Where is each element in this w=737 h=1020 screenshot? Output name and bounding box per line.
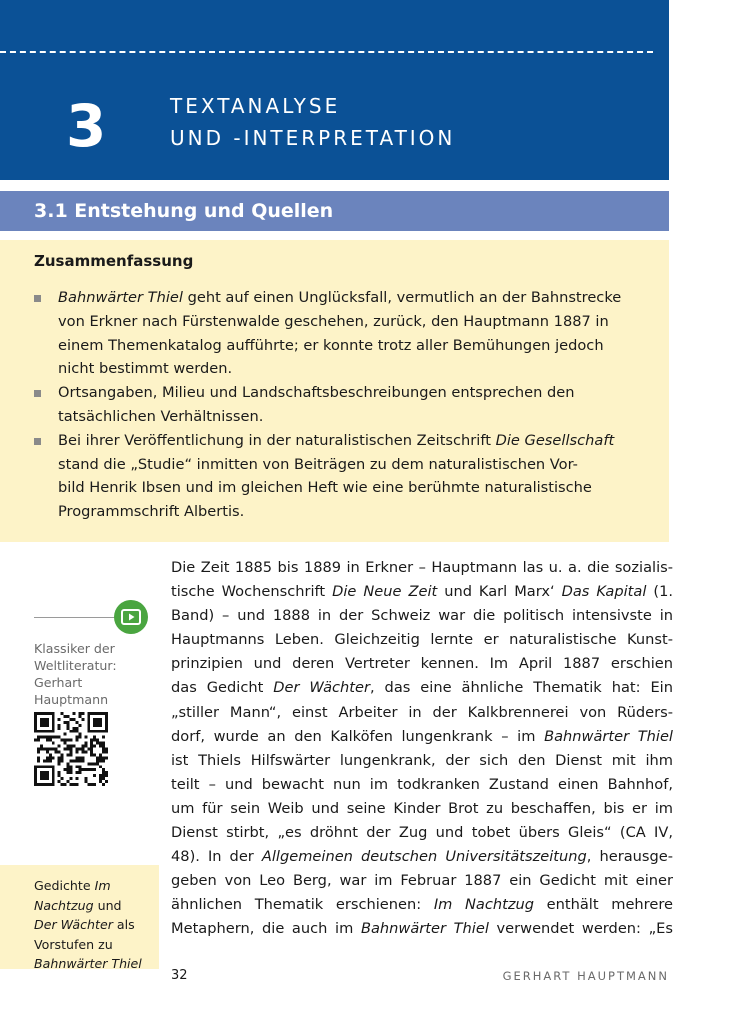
chapter-title <box>170 90 455 154</box>
body-line: geben von Leo Berg, war im Februar 1887 ein Gedicht mit einer <box>171 872 673 890</box>
chapter-header <box>0 0 669 180</box>
summary-line: einem Themenkatalog aufführte; er konnte trotz aller Bemühungen jedoch <box>58 336 604 354</box>
body-line: prinzipien und deren Vertreter kennen. Im April 1887 erschien <box>171 655 673 673</box>
body-text <box>171 556 673 942</box>
header-dashed-line <box>0 51 653 53</box>
marginal-note-line: Der Wächter als <box>34 917 135 932</box>
page-number: 32 <box>171 968 188 983</box>
body-line: tische Wochenschrift Die Neue Zeit und Karl Marx‘ Das Kapital (1. <box>171 583 673 601</box>
summary-line: tatsächlichen Verhältnissen. <box>58 407 264 425</box>
bullet-icon <box>34 295 41 302</box>
body-line: Dienst stirbt, „es dröhnt der Zug und tobet übers Gleis“ (CA IV, <box>171 824 673 842</box>
body-line: ähnlichen Thematik erschienen: Im Nachtzug enthält mehrere <box>171 896 673 914</box>
video-link-line: Weltliteratur: <box>34 658 117 673</box>
marginal-note-line: Gedichte Im <box>34 878 111 893</box>
summary-line: Bei ihrer Veröffentlichung in der naturalistischen Zeitschrift Die Gesellschaft <box>58 431 615 449</box>
section-title: 3.1 Entstehung und Quellen <box>34 200 334 222</box>
section-bar <box>0 191 669 231</box>
body-line: Die Zeit 1885 bis 1889 in Erkner – Hauptmann las u. a. die sozialis- <box>171 559 673 576</box>
summary-line: Programmschrift Albertis. <box>58 503 245 521</box>
summary-list <box>34 286 654 524</box>
marginal-note-line: Nachtzug und <box>34 897 122 913</box>
summary-line: von Erkner nach Fürstenwalde geschehen, zurück, den Hauptmann 1887 in <box>58 312 609 330</box>
video-play-icon[interactable] <box>114 600 148 634</box>
marginal-note <box>0 865 159 969</box>
chapter-title-line-2: UND -INTERPRETATION <box>170 126 456 150</box>
summary-line: bild Henrik Ibsen und im gleichen Heft wie eine berühmte naturalistische <box>58 479 592 497</box>
qr-code-icon[interactable] <box>34 712 108 786</box>
marginal-note-text <box>34 876 154 974</box>
summary-line: nicht bestimmt werden. <box>58 360 233 378</box>
body-line: „stiller Mann“, einst Arbeiter in der Kalkbrennerei von Rüders- <box>171 703 673 721</box>
body-line: Band) – und 1888 in der Schweiz war die politisch intensivste in <box>171 607 673 625</box>
body-line: um für sein Weib und seine Kinder Brot zu beschaffen, bis er im <box>171 799 673 817</box>
body-line: teilt – und bewacht nun im todkranken Zustand einen Bahnhof, <box>171 775 673 793</box>
video-link-line: Gerhart <box>34 675 83 690</box>
bullet-icon <box>34 390 41 397</box>
summary-item <box>34 286 654 381</box>
body-line: Metaphern, die auch im Bahnwärter Thiel verwendet werden: „Es <box>171 920 673 938</box>
body-line: 48). In der Allgemeinen deutschen Universitätszeitung, herausge- <box>171 848 674 866</box>
chapter-number: 3 <box>66 92 107 160</box>
video-link-line: Hauptmann <box>34 692 109 707</box>
summary-line: stand die „Studie“ inmitten von Beiträgen zu dem naturalistischen Vor- <box>58 455 578 473</box>
sidebar-divider <box>34 617 116 618</box>
body-line: ist Thiels Hilfswärter lungenkrank, der sich den Dienst mit ihm <box>171 751 673 769</box>
marginal-note-line: Bahnwärter Thiel <box>34 956 142 971</box>
play-icon <box>121 609 141 625</box>
video-link-line: Klassiker der <box>34 641 115 656</box>
body-line: das Gedicht Der Wächter, das eine ähnliche Thematik hat: Ein <box>171 679 673 697</box>
summary-heading: Zusammenfassung <box>34 252 194 270</box>
summary-box <box>0 240 669 542</box>
summary-item <box>34 429 654 524</box>
chapter-title-line-1: TEXTANALYSE <box>170 94 341 118</box>
video-link-text[interactable] <box>34 640 144 708</box>
summary-line: Bahnwärter Thiel geht auf einen Unglücksfall, vermutlich an der Bahnstrecke <box>58 289 622 306</box>
summary-line: Ortsangaben, Milieu und Landschaftsbeschreibungen entsprechen den <box>58 384 575 402</box>
bullet-icon <box>34 438 41 445</box>
summary-item <box>34 381 654 429</box>
running-footer-author: GERHART HAUPTMANN <box>502 969 669 983</box>
body-line: Hauptmanns Leben. Gleichzeitig lernte er naturalistische Kunst- <box>171 631 673 649</box>
marginal-note-line: Vorstufen zu <box>34 936 113 952</box>
body-line: dorf, wurde an den Kalköfen lungenkrank – im Bahnwärter Thiel <box>171 727 673 745</box>
